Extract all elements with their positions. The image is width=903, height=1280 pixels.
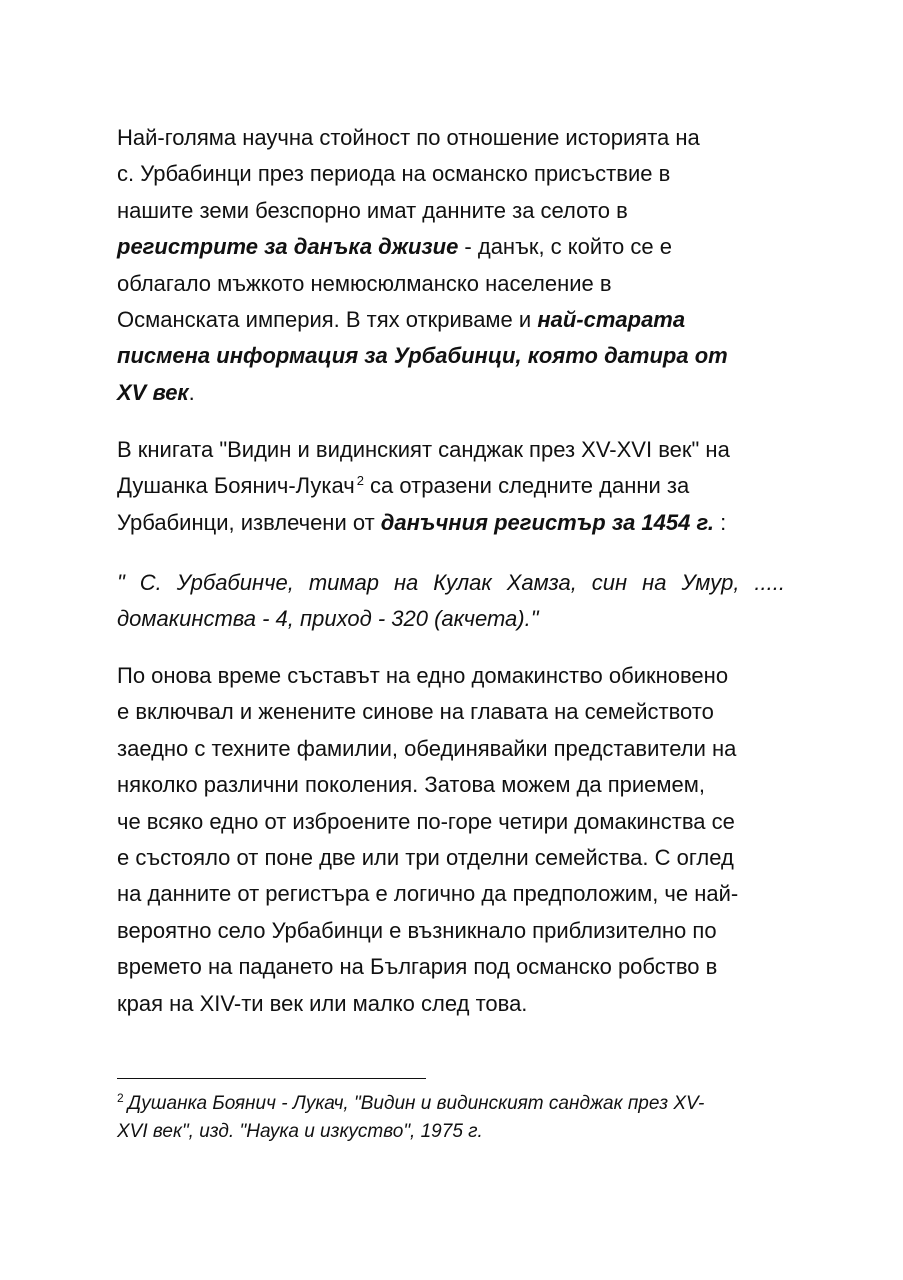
paragraph-analysis: [117, 658, 785, 1022]
text-line: [117, 229, 785, 265]
footnote-line: [117, 1090, 785, 1118]
text-line: В книгата "Видин и видинският санджак през XV-XVI век" на: [117, 437, 730, 462]
text-line: заедно с техните фамилии, обединявайки представители на: [117, 735, 737, 761]
quote-block: [117, 565, 785, 638]
text-line: нашите земи безспорно имат данните за селото в: [117, 197, 628, 223]
quote-line: домакинства - 4, приход - 320 (акчета).": [117, 606, 539, 632]
text-line: [117, 375, 785, 411]
text-fragment: са отразени следните данни за: [363, 473, 690, 499]
text-line: [117, 505, 785, 541]
text-line: края на XIV-ти век или малко след това.: [117, 990, 528, 1016]
footnote: [117, 1090, 785, 1146]
text-line: на данните от регистъра е логично да предположим, че най-: [117, 881, 739, 907]
emphasis-text: регистрите за данъка джизие: [117, 234, 459, 260]
quote-line: " С. Урбабинче, тимар на Кулак Хамза, син на Умур, .....: [117, 570, 785, 595]
text-line: с. Урбабинци през периода на османско присъствие в: [117, 161, 671, 187]
footnote-line: XVI век", изд. "Наука и изкуство", 1975 г.: [117, 1121, 483, 1142]
emphasis-text: най-старата: [537, 307, 686, 333]
paragraph-intro: [117, 120, 785, 411]
footnote-marker: 2: [117, 1090, 124, 1105]
text-line: времето на падането на България под османско робство в: [117, 954, 718, 980]
text-line: [117, 302, 785, 338]
text-line: че всяко едно от изброените по-горе четири домакинства се: [117, 808, 735, 834]
text-fragment: :: [714, 509, 727, 535]
text-line: [117, 338, 785, 374]
text-fragment: Османската империя. В тях откриваме и: [117, 307, 538, 333]
text-line: е включвал и женените синове на главата на семейството: [117, 699, 714, 725]
footnote-separator: [117, 1078, 426, 1079]
text-line: [117, 468, 785, 504]
text-line: По онова време съставът на едно домакинство обикновено: [117, 663, 729, 688]
text-line: облагало мъжкото немюсюлманско население в: [117, 270, 612, 296]
author-name: Душанка Боянич-Лукач: [117, 473, 355, 499]
paragraph-source: [117, 432, 785, 541]
text-fragment: .: [188, 379, 195, 405]
text-line: вероятно село Урбабинци е възникнало приблизително по: [117, 917, 717, 943]
emphasis-text: XV век: [117, 379, 189, 405]
text-line: Най-голяма научна стойност по отношение историята на: [117, 125, 700, 150]
text-line: няколко различни поколения. Затова можем да приемем,: [117, 772, 706, 798]
emphasis-text: писмена информация за Урбабинци, която датира от: [117, 343, 728, 369]
text-fragment: - данък, с който се е: [458, 234, 672, 260]
footnote-text: Душанка Боянич - Лукач, "Видин и видинският санджак през XV-: [127, 1093, 705, 1114]
text-line: е състояло от поне две или три отделни семейства. С оглед: [117, 845, 734, 871]
text-fragment: Урбабинци, извлечени от: [117, 509, 381, 535]
footnote-reference[interactable]: 2: [356, 473, 364, 489]
emphasis-text: данъчния регистър за 1454 г.: [380, 509, 715, 535]
